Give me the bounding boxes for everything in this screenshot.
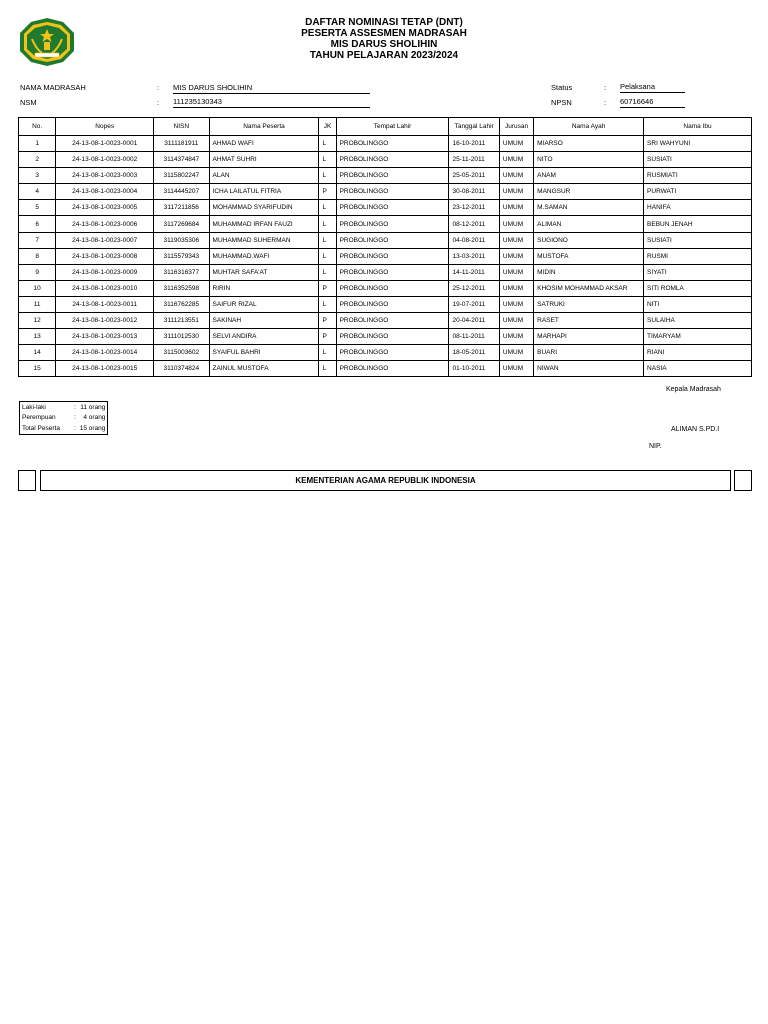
table-cell: 3116316377	[154, 264, 209, 280]
table-cell: HANIFA	[644, 200, 752, 216]
signature-nip-label: NIP.	[649, 443, 662, 450]
table-cell: PROBOLINGGO	[336, 296, 449, 312]
table-cell: UMUM	[499, 345, 533, 361]
table-cell: ANAM	[534, 168, 644, 184]
column-header: Tanggal Lahir	[449, 118, 499, 136]
colon: :	[157, 83, 160, 92]
column-header: JK	[319, 118, 336, 136]
table-cell: 5	[19, 200, 56, 216]
table-cell: SYAIFUL BAHRI	[209, 345, 319, 361]
table-cell: 3110374824	[154, 361, 209, 377]
table-row	[19, 216, 752, 232]
title-line-2: PESERTA ASSESMEN MADRASAH	[301, 28, 467, 39]
table-cell: 08-11-2011	[449, 329, 499, 345]
table-cell: MUHTAR SAFA'AT	[209, 264, 319, 280]
table-cell: 24-13-08-1-0023-0009	[56, 264, 154, 280]
summary-value: 15 orang	[79, 424, 106, 432]
table-cell: 9	[19, 264, 56, 280]
table-row	[19, 200, 752, 216]
table-cell: SITI ROMLA	[644, 280, 752, 296]
table-row	[19, 361, 752, 377]
table-cell: L	[319, 345, 336, 361]
table-cell: L	[319, 296, 336, 312]
table-cell: L	[319, 136, 336, 152]
table-cell: 3115003602	[154, 345, 209, 361]
table-cell: 25-12-2011	[449, 280, 499, 296]
column-header: Nama Ayah	[534, 118, 644, 136]
table-cell: PURWATI	[644, 184, 752, 200]
column-header: No.	[19, 118, 56, 136]
table-row	[19, 152, 752, 168]
table-cell: UMUM	[499, 232, 533, 248]
table-cell: 30-08-2011	[449, 184, 499, 200]
table-cell: 25-05-2011	[449, 168, 499, 184]
footer-right-box	[734, 470, 752, 491]
table-row	[19, 329, 752, 345]
table-cell: SIYATI	[644, 264, 752, 280]
table-cell: PROBOLINGGO	[336, 168, 449, 184]
table-cell: AHMAD WAFI	[209, 136, 319, 152]
table-cell: 3116762285	[154, 296, 209, 312]
table-cell: ZAINUL MUSTOFA	[209, 361, 319, 377]
summary-colon: :	[73, 424, 76, 432]
footer-title: KEMENTERIAN AGAMA REPUBLIK INDONESIA	[40, 470, 731, 491]
table-cell: MANGSUR	[534, 184, 644, 200]
table-cell: UMUM	[499, 216, 533, 232]
kemenag-logo-icon	[18, 17, 76, 67]
table-cell: UMUM	[499, 264, 533, 280]
table-cell: P	[319, 313, 336, 329]
table-cell: 24-13-08-1-0023-0010	[56, 280, 154, 296]
table-cell: 24-13-08-1-0023-0011	[56, 296, 154, 312]
table-row	[19, 136, 752, 152]
table-cell: 24-13-08-1-0023-0013	[56, 329, 154, 345]
table-cell: NIWAN	[534, 361, 644, 377]
nsm-value: 111235130343	[173, 97, 370, 108]
table-cell: P	[319, 329, 336, 345]
table-cell: 24-13-08-1-0023-0001	[56, 136, 154, 152]
table-cell: PROBOLINGGO	[336, 361, 449, 377]
table-cell: PROBOLINGGO	[336, 152, 449, 168]
table-cell: 12	[19, 313, 56, 329]
table-cell: 25-11-2011	[449, 152, 499, 168]
title-line-3: MIS DARUS SHOLIHIN	[330, 39, 438, 50]
table-cell: 24-13-08-1-0023-0006	[56, 216, 154, 232]
table-cell: 3111213551	[154, 313, 209, 329]
table-cell: SULAIHA	[644, 313, 752, 329]
colon: :	[604, 98, 607, 107]
table-cell: 18-05-2011	[449, 345, 499, 361]
column-header: Tempat Lahir	[336, 118, 449, 136]
table-cell: 8	[19, 248, 56, 264]
table-cell: 4	[19, 184, 56, 200]
table-cell: 23-12-2011	[449, 200, 499, 216]
column-header: Jurusan	[499, 118, 533, 136]
table-cell: NASIA	[644, 361, 752, 377]
table-cell: UMUM	[499, 361, 533, 377]
table-cell: 24-13-08-1-0023-0015	[56, 361, 154, 377]
signature-role: Kepala Madrasah	[666, 386, 721, 393]
table-cell: 13-03-2011	[449, 248, 499, 264]
table-cell: L	[319, 200, 336, 216]
table-cell: L	[319, 168, 336, 184]
table-cell: MOHAMMAD SYARIFUDIN	[209, 200, 319, 216]
table-cell: SRI WAHYUNI	[644, 136, 752, 152]
table-cell: L	[319, 216, 336, 232]
table-cell: SUSIATI	[644, 152, 752, 168]
table-cell: UMUM	[499, 184, 533, 200]
table-cell: P	[319, 280, 336, 296]
table-cell: UMUM	[499, 152, 533, 168]
summary-value: 11 orang	[80, 403, 106, 411]
participant-table	[18, 117, 752, 377]
npsn-label: NPSN	[551, 98, 572, 107]
column-header: Nama Peserta	[209, 118, 319, 136]
column-header: NISN	[154, 118, 209, 136]
table-cell: M.SAMAN	[534, 200, 644, 216]
table-cell: MUSTOFA	[534, 248, 644, 264]
table-row	[19, 313, 752, 329]
table-cell: PROBOLINGGO	[336, 200, 449, 216]
table-row	[19, 296, 752, 312]
table-cell: SELVI ANDIRA	[209, 329, 319, 345]
table-cell: 08-12-2011	[449, 216, 499, 232]
table-cell: 14	[19, 345, 56, 361]
table-cell: 24-13-08-1-0023-0004	[56, 184, 154, 200]
table-cell: PROBOLINGGO	[336, 248, 449, 264]
table-cell: RUSMI	[644, 248, 752, 264]
table-cell: MIARSO	[534, 136, 644, 152]
table-cell: UMUM	[499, 313, 533, 329]
title-line-1: DAFTAR NOMINASI TETAP (DNT)	[305, 17, 463, 28]
summary-row	[20, 423, 108, 434]
summary-row	[20, 402, 108, 413]
summary-value: 4 orang	[83, 414, 106, 422]
table-cell: 19-07-2011	[449, 296, 499, 312]
table-cell: MUHAMMAD IRFAN FAUZI	[209, 216, 319, 232]
column-header: Nama Ibu	[644, 118, 752, 136]
status-label: Status	[551, 83, 573, 92]
table-cell: L	[319, 232, 336, 248]
table-cell: L	[319, 152, 336, 168]
summary-label: Perempuan	[22, 414, 56, 422]
table-cell: PROBOLINGGO	[336, 329, 449, 345]
title-line-4: TAHUN PELAJARAN 2023/2024	[309, 50, 459, 61]
table-cell: PROBOLINGGO	[336, 136, 449, 152]
npsn-value: 60716646	[620, 97, 685, 108]
table-cell: UMUM	[499, 329, 533, 345]
table-header-row	[19, 118, 752, 136]
table-cell: TIMARYAM	[644, 329, 752, 345]
table-cell: 24-13-08-1-0023-0005	[56, 200, 154, 216]
table-cell: 3	[19, 168, 56, 184]
table-row	[19, 280, 752, 296]
table-cell: 3116352598	[154, 280, 209, 296]
signature-name: ALIMAN S.PD.I	[671, 426, 720, 433]
table-cell: 3111012530	[154, 329, 209, 345]
summary-row	[20, 413, 108, 424]
table-cell: 7	[19, 232, 56, 248]
table-cell: SATRUKI	[534, 296, 644, 312]
summary-label: Laki-laki	[22, 403, 46, 411]
status-value: Pelaksana	[620, 82, 685, 93]
table-cell: 24-13-08-1-0023-0003	[56, 168, 154, 184]
table-cell: 20-04-2011	[449, 313, 499, 329]
table-cell: MUHAMMAD SUHERMAN	[209, 232, 319, 248]
table-cell: ALIMAN	[534, 216, 644, 232]
table-cell: 04-08-2011	[449, 232, 499, 248]
summary-colon: :	[73, 414, 76, 422]
table-cell: AHMAT SUHRI	[209, 152, 319, 168]
table-cell: PROBOLINGGO	[336, 313, 449, 329]
table-cell: 3115802247	[154, 168, 209, 184]
table-cell: NITO	[534, 152, 644, 168]
table-cell: UMUM	[499, 168, 533, 184]
table-row	[19, 264, 752, 280]
colon: :	[157, 98, 160, 107]
table-cell: SUSIATI	[644, 232, 752, 248]
nama-madrasah-value: MIS DARUS SHOLIHIN	[173, 83, 370, 94]
table-cell: UMUM	[499, 280, 533, 296]
table-cell: 1	[19, 136, 56, 152]
table-cell: L	[319, 264, 336, 280]
table-row	[19, 232, 752, 248]
table-cell: P	[319, 184, 336, 200]
table-cell: MUHAMMAD.WAFI	[209, 248, 319, 264]
table-cell: UMUM	[499, 136, 533, 152]
table-cell: PROBOLINGGO	[336, 345, 449, 361]
table-cell: 16-10-2011	[449, 136, 499, 152]
table-cell: BUARI	[534, 345, 644, 361]
table-row	[19, 184, 752, 200]
table-cell: UMUM	[499, 296, 533, 312]
table-cell: 13	[19, 329, 56, 345]
table-cell: PROBOLINGGO	[336, 216, 449, 232]
table-cell: RUSMIATI	[644, 168, 752, 184]
table-cell: 3119035306	[154, 232, 209, 248]
table-cell: 24-13-08-1-0023-0012	[56, 313, 154, 329]
table-cell: L	[319, 248, 336, 264]
table-cell: 11	[19, 296, 56, 312]
table-cell: 15	[19, 361, 56, 377]
column-header: Nopes	[56, 118, 154, 136]
table-cell: 2	[19, 152, 56, 168]
table-cell: 3114445207	[154, 184, 209, 200]
summary-label: Total Peserta	[22, 424, 60, 432]
table-cell: ICHA LAILATUL FITRIA	[209, 184, 319, 200]
table-row	[19, 168, 752, 184]
table-cell: PROBOLINGGO	[336, 232, 449, 248]
table-cell: UMUM	[499, 200, 533, 216]
table-cell: PROBOLINGGO	[336, 184, 449, 200]
document-title	[150, 17, 618, 61]
table-cell: 10	[19, 280, 56, 296]
table-cell: RIRIN	[209, 280, 319, 296]
table-cell: UMUM	[499, 248, 533, 264]
table-cell: 24-13-08-1-0023-0007	[56, 232, 154, 248]
table-cell: NITI	[644, 296, 752, 312]
table-cell: 01-10-2011	[449, 361, 499, 377]
table-cell: MIDIN	[534, 264, 644, 280]
table-cell: BEBUN JENAH	[644, 216, 752, 232]
table-cell: 6	[19, 216, 56, 232]
table-cell: SAIFUR RIZAL	[209, 296, 319, 312]
table-cell: RIANI	[644, 345, 752, 361]
table-row	[19, 248, 752, 264]
table-cell: 3111181911	[154, 136, 209, 152]
table-cell: 14-11-2011	[449, 264, 499, 280]
nsm-label: NSM	[20, 98, 37, 107]
summary-colon: :	[73, 403, 76, 411]
table-cell: L	[319, 361, 336, 377]
table-cell: SAKINAH	[209, 313, 319, 329]
table-row	[19, 345, 752, 361]
colon: :	[604, 83, 607, 92]
table-cell: MARHAPI	[534, 329, 644, 345]
table-cell: PROBOLINGGO	[336, 264, 449, 280]
table-cell: SUGIONO	[534, 232, 644, 248]
table-cell: PROBOLINGGO	[336, 280, 449, 296]
table-cell: 24-13-08-1-0023-0008	[56, 248, 154, 264]
footer-left-box	[18, 470, 36, 491]
summary-table	[19, 401, 108, 435]
table-cell: 3115579343	[154, 248, 209, 264]
table-cell: KHOSIM MOHAMMAD AKSAR	[534, 280, 644, 296]
table-cell: 3117269684	[154, 216, 209, 232]
table-cell: 3114374847	[154, 152, 209, 168]
table-cell: 24-13-08-1-0023-0014	[56, 345, 154, 361]
table-cell: 3117211856	[154, 200, 209, 216]
table-cell: RASET	[534, 313, 644, 329]
table-cell: 24-13-08-1-0023-0002	[56, 152, 154, 168]
table-cell: ALAN	[209, 168, 319, 184]
nama-madrasah-label: NAMA MADRASAH	[20, 83, 86, 92]
